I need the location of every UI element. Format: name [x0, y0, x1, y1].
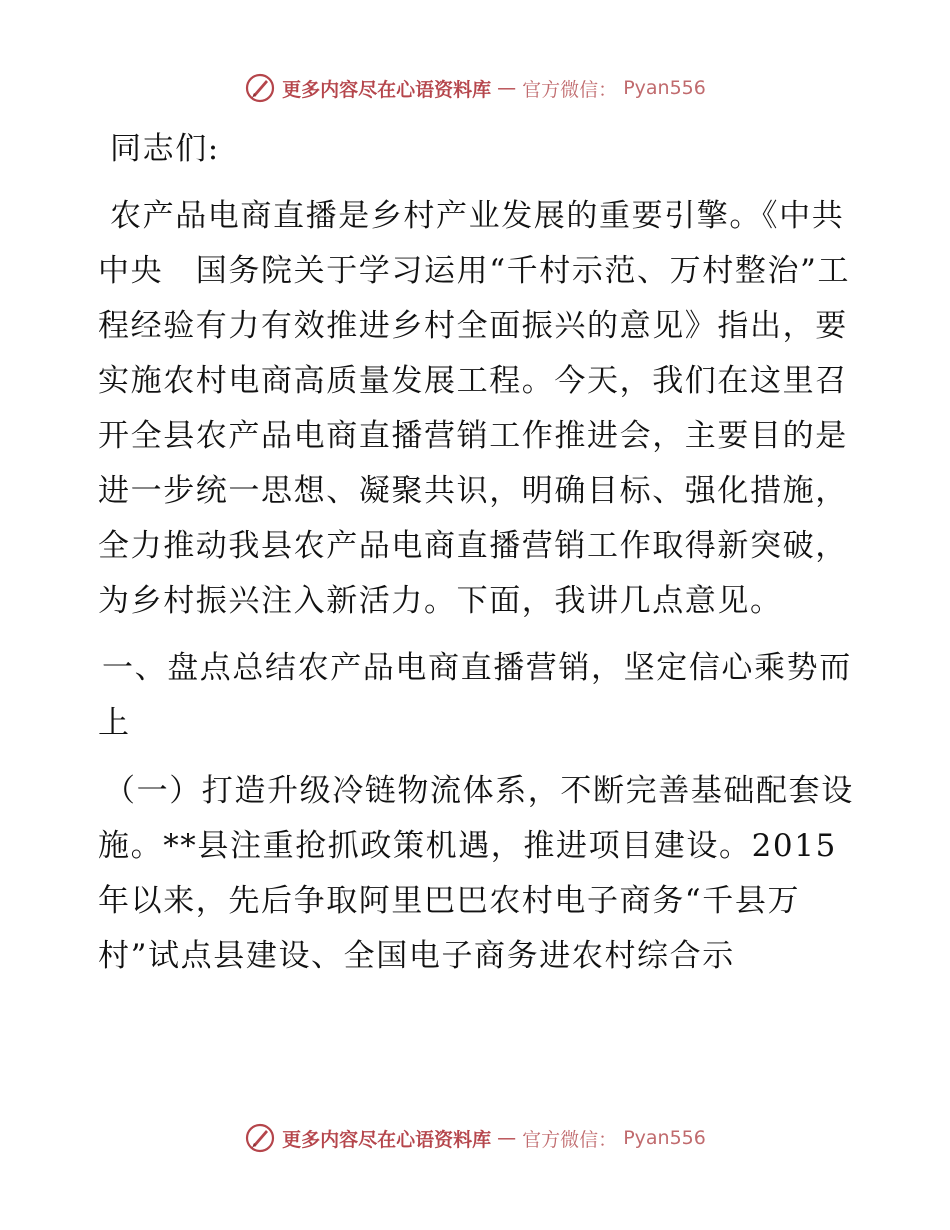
- watermark-separator: —: [497, 77, 517, 99]
- greeting: 同志们:: [110, 131, 220, 167]
- watermark-account: Pyan556: [623, 1127, 706, 1149]
- footer-watermark: [0, 1122, 950, 1154]
- subsection-paragraph: （一）打造升级冷链物流体系，不断完善基础配套设施。**县注重抢抓政策机遇，推进项目建设。2015 年以来，先后争取阿里巴巴农村电子商务“千县万村”试点县建设、全国电子商务进农村综合示: [98, 773, 854, 974]
- header-watermark: [0, 72, 950, 104]
- section-heading: 一、盘点总结农产品电商直播营销，坚定信心乘势而上: [98, 650, 852, 741]
- watermark-brand: 更多内容尽在心语资料库: [282, 78, 492, 101]
- watermark-separator: —: [497, 1127, 517, 1149]
- watermark-label: 官方微信：: [522, 1128, 618, 1151]
- document-body: [98, 122, 858, 984]
- quill-seal-icon: [244, 72, 276, 104]
- watermark-label: 官方微信：: [522, 78, 618, 101]
- intro-paragraph: 农产品电商直播是乡村产业发展的重要引擎。《中共中央 国务院关于学习运用“千村示范、万村整治”工程经验有力有效推进乡村全面振兴的意见》指出，要实施农村电商高质量发展工程。今天，我们在这里召开全县农产品电商直播营销工作推进会，主要目的是进一步统一思想、凝聚共识，明确目标、强化措施，全力推动我县农产品电商直播营销工作取得新突破，为乡村振兴注入新活力。下面，我讲几点意见。: [98, 198, 851, 619]
- quill-seal-icon: [244, 1122, 276, 1154]
- watermark-account: Pyan556: [623, 77, 706, 99]
- watermark-brand: 更多内容尽在心语资料库: [282, 1128, 492, 1151]
